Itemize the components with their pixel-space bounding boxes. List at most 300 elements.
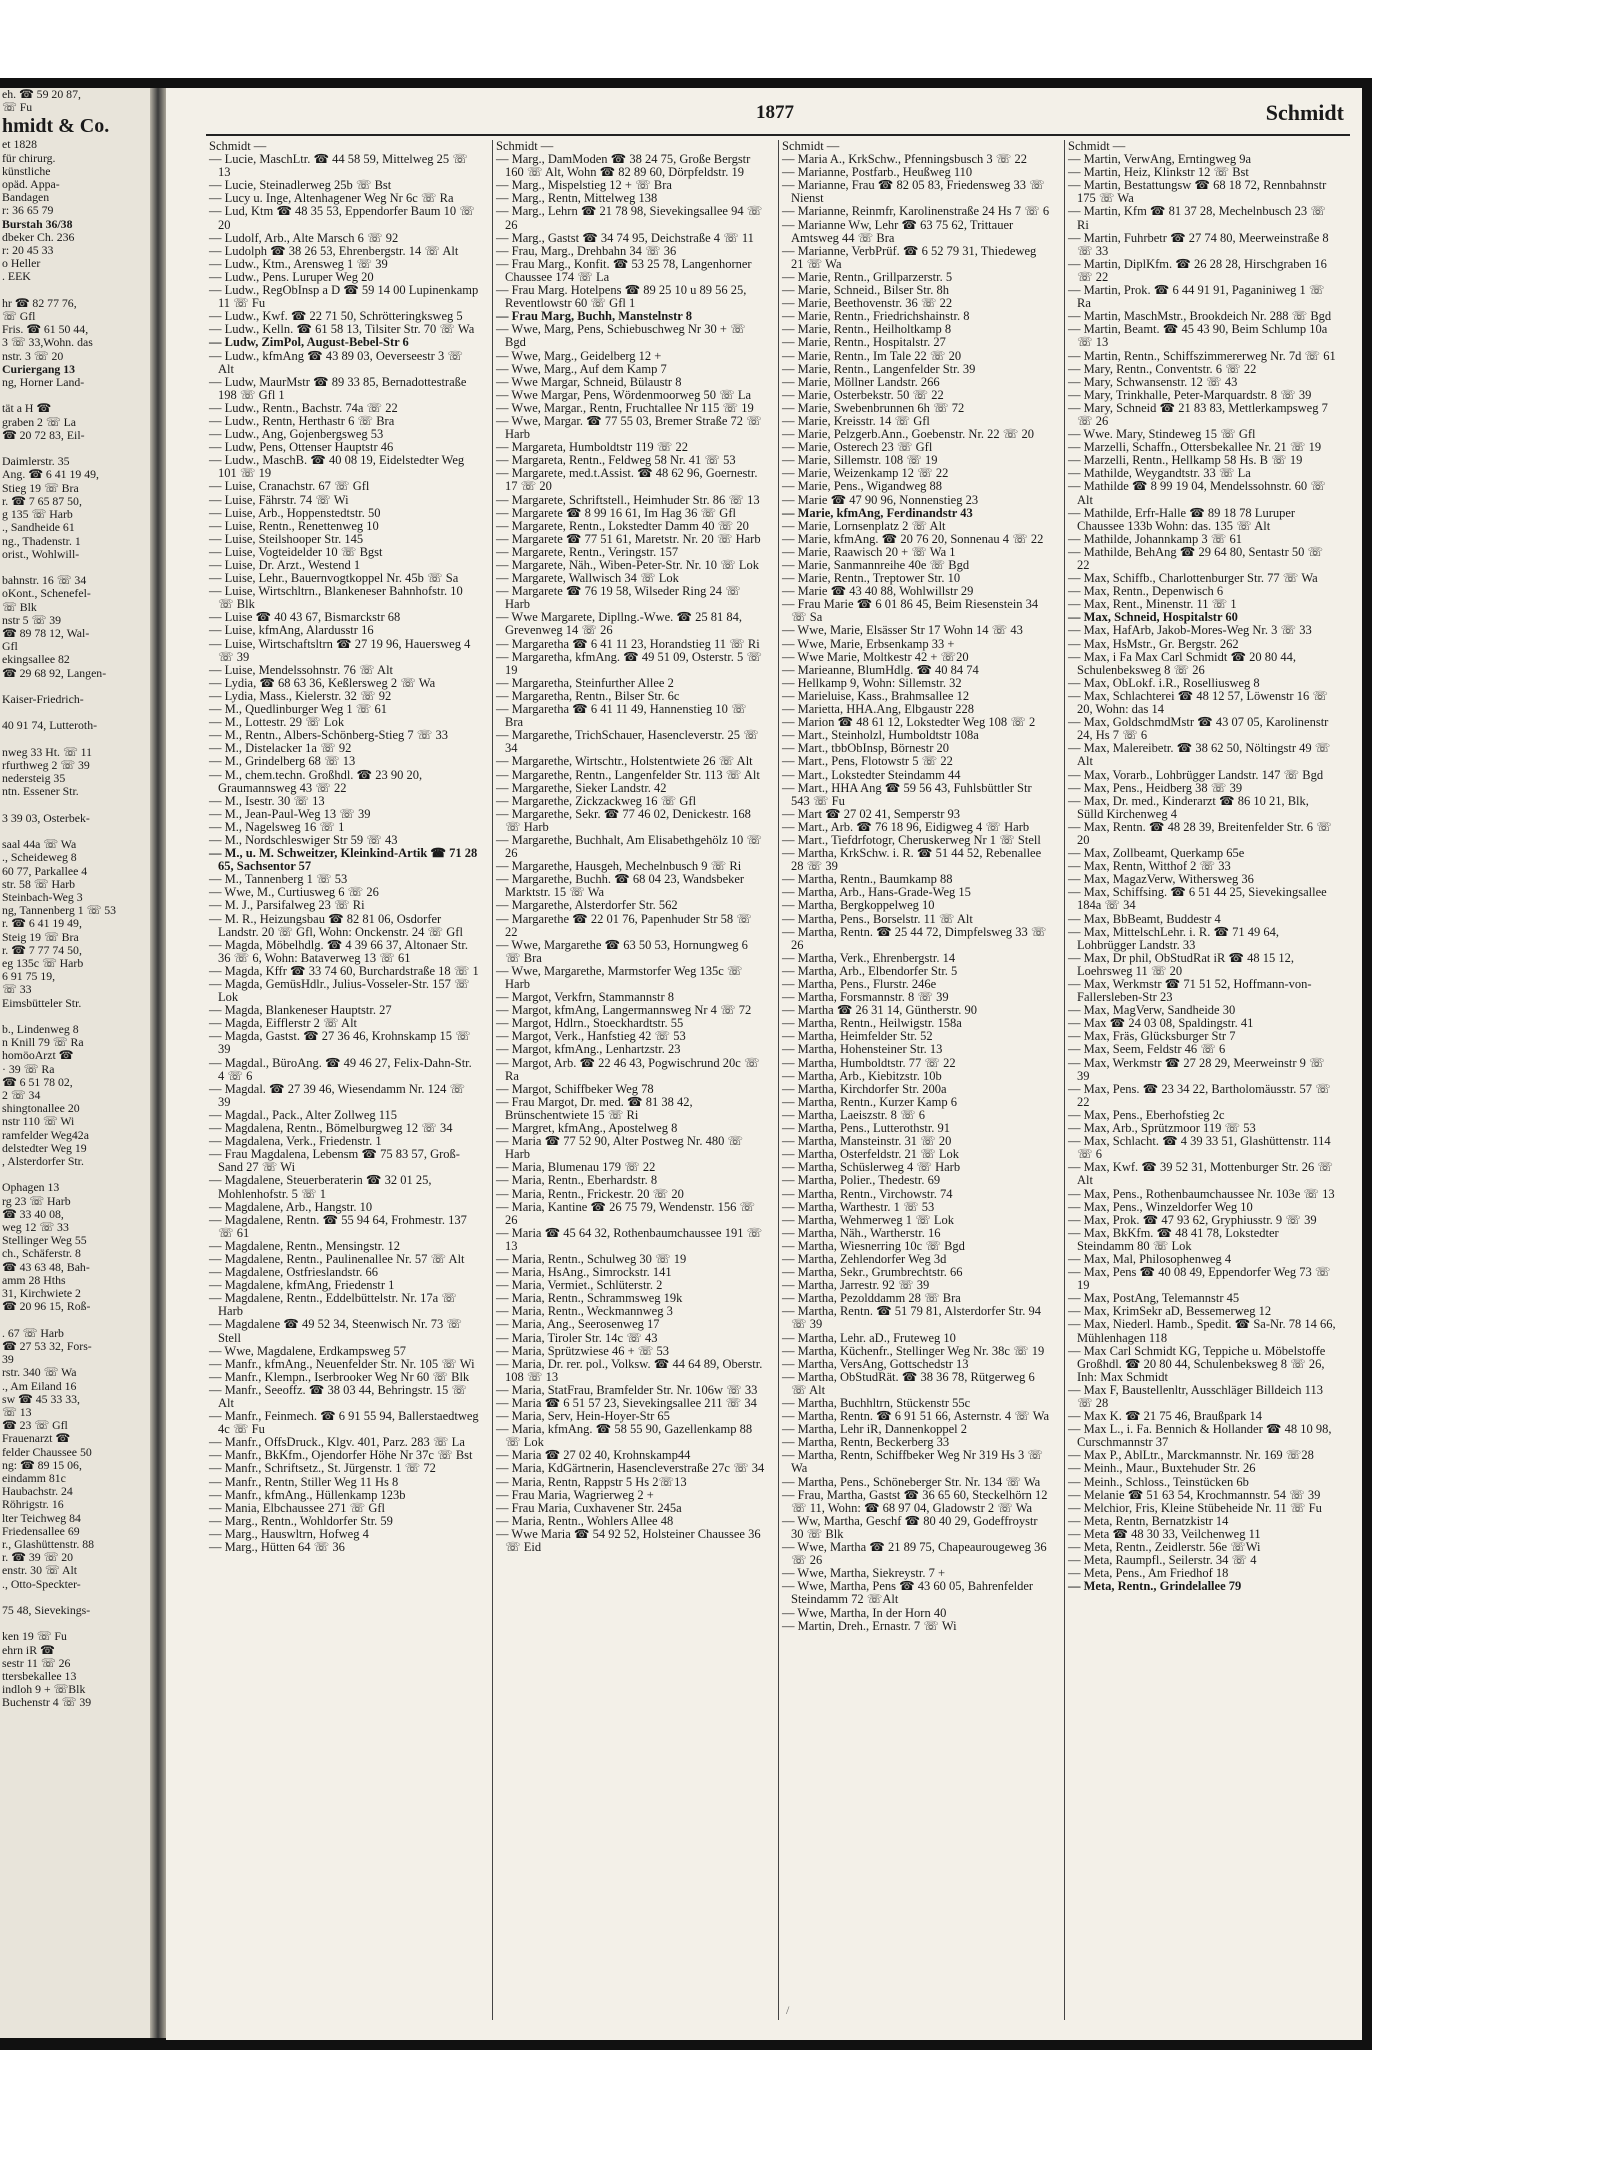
directory-entry: — Martin, Heiz, Klinkstr 12 ☏ Bst [1068,166,1337,179]
facing-page-line: ☎ 89 78 12, Wal- [2,625,90,640]
facing-page-line: nstr 110 ☏ Wi [2,1114,75,1129]
facing-page-line: Steinbach-Weg 3 [2,889,83,904]
directory-entry: — Maria, StatFrau, Bramfelder Str. Nr. 106w ☏ 33 [496,1384,765,1397]
directory-entry: — Frau Maria, Wagrierweg 2 + [496,1489,765,1502]
directory-entry: — Wwe, Martha ☎ 21 89 75, Chapeaurougeweg 36 ☏ 26 [782,1541,1051,1567]
directory-entry: — Wwe, Magdalene, Erdkampsweg 57 [209,1345,479,1358]
directory-entry: — Marie, kfmAng. ☎ 20 76 20, Sonnenau 4 ☏ 22 [782,533,1051,546]
directory-entry: — Martha, Rentn., Heilwigstr. 158a [782,1017,1051,1030]
directory-entry: — Manfr., OffsDruck., Klgv. 401, Parz. 283 ☏ La [209,1436,479,1449]
directory-entry: — Max, Zollbeamt, Querkamp 65e [1068,847,1337,860]
directory-entry: — Max, Pens., Heidberg 38 ☏ 39 [1068,782,1337,795]
directory-entry: — Margarethe, Alsterdorfer Str. 562 [496,899,765,912]
directory-entry: — M., Jean-Paul-Weg 13 ☏ 39 [209,808,479,821]
directory-entry: — Margaretha, Steinfurther Allee 2 [496,677,765,690]
directory-entry: — Frau Margot, Dr. med. ☎ 81 38 42, Brünschentwiete 15 ☏ Ri [496,1096,765,1122]
directory-entry: — Manfr., Feinmech. ☎ 6 91 55 94, Ballerstaedtweg 4c ☏ Fu [209,1410,479,1436]
directory-entry: — Max, Rent., Minenstr. 11 ☏ 1 [1068,598,1337,611]
facing-page-line: oKont., Schenefel- [2,586,91,601]
facing-page-line: . EEK [2,269,31,284]
directory-entry: — Mart., Tiefdrfotogr, Cheruskerweg Nr 1 ☏ Stell [782,834,1051,847]
facing-page-line: ., Scheideweg 8 [2,850,77,865]
directory-entry: — Luise, Wirtschaftsltrn ☎ 27 19 96, Hauersweg 4 ☏ 39 [209,638,479,664]
directory-entry: — Meinh., Schloss., Teinstücken 6b [1068,1476,1337,1489]
directory-entry: — Mathilde, Erfr-Halle ☎ 89 18 78 Luruper Chaussee 133b Wohn: das. 135 ☏ Alt [1068,507,1337,533]
facing-page-line: opäd. Appa- [2,177,60,192]
facing-page-line: r. ☎ 39 ☏ 20 [2,1550,74,1565]
directory-entry: — Luise, Rentn., Renettenweg 10 [209,520,479,533]
directory-entry: — Mary, Trinkhalle, Peter-Marquardstr. 8 ☏ 39 [1068,389,1337,402]
directory-entry: — Martha, Lehr. aD., Fruteweg 10 [782,1332,1051,1345]
directory-entry: — Martin, Beamt. ☎ 45 43 90, Beim Schlump 10a ☏ 13 [1068,323,1337,349]
directory-entry: — Max, Pens ☎ 40 08 49, Eppendorfer Weg 73 ☏ 19 [1068,1266,1337,1292]
directory-entry: — Marie, Möllner Landstr. 266 [782,376,1051,389]
directory-entry: — Martha, Rentn, Beckerberg 33 [782,1436,1051,1449]
directory-entry: — Wwe, Marie, Elsässer Str 17 Wohn 14 ☏ 43 [782,624,1051,637]
directory-entry: — Magdalene, Rentn. ☎ 55 94 64, Frohmestr. 137 ☏ 61 [209,1214,479,1240]
facing-page-line [0,1313,150,1326]
facing-page-line: amm 28 Hths [2,1272,66,1287]
directory-entry: — Max, Dr phil, ObStudRat iR ☎ 48 15 12, Loehrsweg 11 ☏ 20 [1068,952,1337,978]
directory-entry: — Maria ☎ 45 64 32, Rothenbaumchaussee 191 ☏ 13 [496,1227,765,1253]
directory-entry: — Marg., Gastst ☎ 34 74 95, Deichstraße 4 ☏ 11 [496,232,765,245]
directory-entry: — Margarethe, TrichSchauer, Hasencleverstr. 25 ☏ 34 [496,729,765,755]
directory-entry: — Max, Malereibetr. ☎ 38 62 50, Nöltingstr 49 ☏ Alt [1068,742,1337,768]
facing-page-line [0,733,150,746]
directory-entry: — Margaretha ☎ 6 41 11 49, Hannenstieg 10 ☏ Bra [496,703,765,729]
directory-entry: — Martin, MaschMstr., Brookdeich Nr. 288 ☏ Bgd [1068,310,1337,323]
directory-entry: — Martha, Polier., Thedestr. 69 [782,1174,1051,1187]
directory-entry: — Hellkamp 9, Wohn: Sillemstr. 32 [782,677,1051,690]
directory-entry: — M., Tannenberg 1 ☏ 53 [209,873,479,886]
directory-entry: — Ludw., Pens. Luruper Weg 20 [209,271,479,284]
directory-entry: — Martha, Wehmerweg 1 ☏ Lok [782,1214,1051,1227]
directory-entry: — Magdalene, Ostfrieslandstr. 66 [209,1266,479,1279]
directory-entry: — Martha, Zehlendorfer Weg 3d [782,1253,1051,1266]
facing-page-line: hmidt & Co. [2,115,110,138]
directory-entry: — Marie, Rentn., Langenfelder Str. 39 [782,363,1051,376]
directory-entry: — Max, Schlachterei ☎ 48 12 57, Löwenstr 16 ☏ 20, Wohn: das 14 [1068,690,1337,716]
directory-entry: — Meinh., Maur., Buxtehuder Str. 26 [1068,1462,1337,1475]
directory-entry: — Martha, KrkSchw. i. R. ☎ 51 44 52, Rebenallee 28 ☏ 39 [782,847,1051,873]
directory-entry: — Max, Arb., Sprützmoor 119 ☏ 53 [1068,1122,1337,1135]
directory-entry: — Martha, Arb., Kiebitzstr. 10b [782,1070,1051,1083]
directory-entry: — Martha, Näh., Wartherstr. 16 [782,1227,1051,1240]
facing-page-line: shingtonallee 20 [2,1101,80,1116]
directory-entry: — Marieanne, BlumHdlg. ☎ 40 84 74 [782,664,1051,677]
directory-entry: — Marie, Pelzgerb.Ann., Goebenstr. Nr. 22 ☏ 20 [782,428,1051,441]
directory-entry: — Manfr., kfmAng., Neuenfelder Str. Nr. 105 ☏ Wi [209,1358,479,1371]
facing-page-line: ☎ 27 53 32, Fors- [2,1338,92,1353]
directory-entry: — Marie, Osterech 23 ☏ Gfl [782,441,1051,454]
facing-page-line: Steig 19 ☏ Bra [2,929,79,944]
facing-page-line: Burstah 36/38 [2,216,73,231]
directory-entry: — Wwe Margar, Pens, Wördenmoorweg 50 ☏ La [496,389,765,402]
column-head: Schmidt — [782,140,840,153]
directory-entry: — Max, BkKfm. ☎ 48 41 78, Lokstedter Steindamm 80 ☏ Lok [1068,1227,1337,1253]
directory-entry: — Wwe, Martha, In der Horn 40 [782,1607,1051,1620]
directory-entry: — Marie, Swebenbrunnen 6h ☏ 72 [782,402,1051,415]
facing-page-line: Stellinger Weg 55 [2,1233,87,1248]
directory-entry: — Manfr., Rentn, Stiller Weg 11 Hs 8 [209,1476,479,1489]
directory-entry: — Maria, Rentn., Weckmannweg 3 [496,1305,765,1318]
directory-entry: — Margarete, Näh., Wiben-Peter-Str. Nr. 10 ☏ Lok [496,559,765,572]
directory-entry: — Marie, Rentn., Hospitalstr. 27 [782,336,1051,349]
facing-page-line: indloh 9 + ☏Blk [2,1682,86,1697]
directory-entry: — Maria, Serv, Hein-Hoyer-Str 65 [496,1410,765,1423]
facing-page-line: ☏ 13 [2,1404,32,1419]
facing-page-line: r. ☎ 7 65 87 50, [2,493,82,508]
directory-entry: — Ludw., Kelln. ☎ 61 58 13, Tilsiter Str. 70 ☏ Wa [209,323,479,336]
directory-entry: — Marg., Hütten 64 ☏ 36 [209,1541,479,1554]
directory-entry: — M., Rentn., Albers-Schönberg-Stieg 7 ☏ 33 [209,729,479,742]
directory-entry: — Maria, kfmAng. ☎ 58 55 90, Gazellenkamp 88 ☏ Lok [496,1423,765,1449]
facing-page-line: r. ☎ 7 77 74 50, [2,942,82,957]
directory-entry: — Maria, Tiroler Str. 14c ☏ 43 [496,1332,765,1345]
directory-entry: — Maria, Dr. rer. pol., Volksw. ☎ 44 64 89, Oberstr. 108 ☏ 13 [496,1358,765,1384]
column-head: Schmidt — [496,140,554,153]
directory-entry: — Martha, Arb., Hans-Grade-Weg 15 [782,886,1051,899]
facing-page-line: nweg 33 Ht. ☏ 11 [2,744,93,759]
facing-page-line: 6 91 75 19, [2,969,56,984]
directory-entry: — Marietta, HHA.Ang, Elbgaustr 228 [782,703,1051,716]
directory-entry: — Max, PostAng, Telemannstr 45 [1068,1292,1337,1305]
directory-entry: — Margarete, Rentn., Lokstedter Damm 40 ☏ 20 [496,520,765,533]
directory-entry: — Martha, Bergkoppelweg 10 [782,899,1051,912]
facing-page-line: Ang. ☎ 6 41 19 49, [2,467,99,482]
directory-entry: — Martin, Rentn., Schiffszimmererweg Nr. 7d ☏ 61 [1068,350,1337,363]
header-rule [206,134,1350,136]
directory-entry: — Max K. ☎ 21 75 46, Braußpark 14 [1068,1410,1337,1423]
facing-page-line: 2 ☏ 34 [2,1088,41,1103]
facing-page-line: Kaiser-Friedrich- [2,691,84,706]
directory-entry: — Margarete, Rentn., Veringstr. 157 [496,546,765,559]
directory-entry: — Margarethe, Buchh. ☎ 68 04 23, Wandsbeker Marktstr. 15 ☏ Wa [496,873,765,899]
directory-entry: — Margot, Arb. ☎ 22 46 43, Pogwischrund 20c ☏ Ra [496,1057,765,1083]
directory-entry: — Ludw, ZimPol, August-Bebel-Str 6 [209,336,479,349]
directory-entry: — Margarethe, Sekr. ☎ 77 46 02, Denickestr. 168 ☏ Harb [496,808,765,834]
directory-entry: — Max, HafArb, Jakob-Mores-Weg Nr. 3 ☏ 33 [1068,624,1337,637]
directory-entry: — Max, MittelschLehr. i. R. ☎ 71 49 64, Lohbrügger Landstr. 33 [1068,926,1337,952]
directory-entry: — Max, i Fa Max Carl Schmidt ☎ 20 80 44, Schulenbeksweg 8 ☏ 26 [1068,651,1337,677]
directory-entry: — Meta, Rentn., Zeidlerstr. 56e ☏Wi [1068,1541,1337,1554]
facing-page-line: ☏ Fu [2,100,33,115]
directory-entry: — Margarete ☎ 77 51 61, Maretstr. Nr. 20 ☏ Harb [496,533,765,546]
directory-entry: — Margarete ☎ 8 99 16 61, Im Hag 36 ☏ Gfl [496,507,765,520]
facing-page-line: sw ☎ 45 33 33, [2,1391,80,1406]
directory-entry: — Mathilde, BehAng ☎ 29 64 80, Sentastr 50 ☏ 22 [1068,546,1337,572]
facing-page-line: 31, Kirchwiete 2 [2,1286,81,1301]
facing-page-line [0,799,150,812]
directory-entry: — Luise, kfmAng, Alardusstr 16 [209,624,479,637]
directory-entry: — Marie, Rentn., Grillparzerstr. 5 [782,271,1051,284]
directory-entry: — Frau Marie ☎ 6 01 86 45, Beim Riesenstein 34 ☏ Sa [782,598,1051,624]
directory-entry: — Max, Dr. med., Kinderarzt ☎ 86 10 21, Blk, Sülld Kirchenweg 4 [1068,795,1337,821]
directory-entry: — Max, Niederl. Hamb., Spedit. ☎ Sa-Nr. 78 14 66, Mühlenhagen 118 [1068,1318,1337,1344]
directory-entry: — Marianne, Postfarb., Heußweg 110 [782,166,1051,179]
directory-entry: — Martha, Kirchdorfer Str. 200a [782,1083,1051,1096]
directory-entry: — Martha, Buchhltrn, Stückenstr 55c [782,1397,1051,1410]
directory-entry: — Magdalene, kfmAng, Friedenstr 1 [209,1279,479,1292]
directory-entry: — Meta, Raumpfl., Seilerstr. 34 ☏ 4 [1068,1554,1337,1567]
directory-entry: — Lucie, Steinadlerweg 25b ☏ Bst [209,179,479,192]
facing-page-line: eg 135c ☏ Harb [2,956,84,970]
directory-entry: — Lucy u. Inge, Altenhagener Weg Nr 6c ☏ Ra [209,192,479,205]
facing-page-line: g 135 ☏ Harb [2,507,73,522]
directory-entry: — Martin, VerwAng, Erntingweg 9a [1068,153,1337,166]
directory-entry: — Martha, Rentn, Schiffbeker Weg Nr 319 Hs 3 ☏ Wa [782,1449,1051,1475]
column-1 [206,140,482,2020]
facing-page-line: bahnstr. 16 ☏ 34 [2,573,87,588]
directory-entry: — Maria, Rentn, Rappstr 5 Hs 2☏13 [496,1476,765,1489]
directory-entry: — Max ☎ 24 03 08, Spaldingstr. 41 [1068,1017,1337,1030]
directory-entry: — Ludw, Pens, Ottenser Hauptstr 46 [209,441,479,454]
directory-entry: — Margarethe, Hausgeh, Mechelnbusch 9 ☏ Ri [496,860,765,873]
directory-entry: — Mary, Schwansenstr. 12 ☏ 43 [1068,376,1337,389]
directory-entry: — Maria, Sprützwiese 46 + ☏ 53 [496,1345,765,1358]
directory-entry: — Martha, Rentn., Baumkamp 88 [782,873,1051,886]
book-gutter [150,88,166,2038]
directory-entry: — Martha, ObStudRät. ☎ 38 36 78, Rütgerweg 6 ☏ Alt [782,1371,1051,1397]
directory-entry: — Marie ☎ 47 90 96, Nonnenstieg 23 [782,494,1051,507]
facing-page-line: n Knill 79 ☏ Ra [2,1035,84,1050]
directory-entry: — Max, HsMstr., Gr. Bergstr. 262 [1068,638,1337,651]
directory-entry: — Mart., HHA Ang ☎ 59 56 43, Fuhlsbüttler Str 543 ☏ Fu [782,782,1051,808]
facing-page-line: o Heller [2,256,41,271]
directory-entry: — Luise, Fährstr. 74 ☏ Wi [209,494,479,507]
facing-page-line: 75 48, Sievekings- [2,1602,91,1617]
directory-entry: — Marie, Beethovenstr. 36 ☏ 22 [782,297,1051,310]
directory-entry: — Margarete, med.t.Assist. ☎ 48 62 96, Goernestr. 17 ☏ 20 [496,467,765,493]
directory-entry: — Maria ☎ 27 02 40, Krohnskamp44 [496,1449,765,1462]
directory-entry: — Magdal. ☎ 27 39 46, Wiesendamm Nr. 124 ☏ 39 [209,1083,479,1109]
directory-entry: — Ludw., Rentn., Bachstr. 74a ☏ 22 [209,402,479,415]
directory-entry: — Max, Werkmstr ☎ 71 51 52, Hoffmann-von-Fallersleben-Str 23 [1068,978,1337,1004]
facing-page-line: ☎ 20 72 83, Eil- [2,427,85,442]
column-head: Schmidt — [209,140,267,153]
facing-page-line: ☏ Blk [2,599,37,614]
directory-entry: — Marie, kfmAng, Ferdinandstr 43 [782,507,1051,520]
directory-entry: — Martin, DiplKfm. ☎ 26 28 28, Hirschgraben 16 ☏ 22 [1068,258,1337,284]
directory-entry: — Max, GoldschmdMstr ☎ 43 07 05, Karolinenstr 24, Hs 7 ☏ 6 [1068,716,1337,742]
directory-entry: — Mary, Rentn., Conventstr. 6 ☏ 22 [1068,363,1337,376]
facing-page-line: eindamm 81c [2,1470,66,1485]
directory-entry: — Magda, Blankeneser Hauptstr. 27 [209,1004,479,1017]
directory-entry: — Max, Schlacht. ☎ 4 39 33 51, Glashüttenstr. 114 ☏ 6 [1068,1135,1337,1161]
directory-entry: — Luise, Wirtschltrn., Blankeneser Bahnhofstr. 10 ☏ Blk [209,585,479,611]
directory-entry: — Wwe, Marie, Erbsenkamp 33 + [782,638,1051,651]
directory-entry: — Martha, Forsmannstr. 8 ☏ 39 [782,991,1051,1004]
facing-page-line: für chirurg. [2,150,56,165]
directory-entry: — Martin, Kfm ☎ 81 37 28, Mechelnbusch 23 ☏ Ri [1068,205,1337,231]
directory-entry: — Marg., DamModen ☎ 38 24 75, Große Bergstr 160 ☏ Alt, Wohn ☎ 82 89 60, Dörpfeldstr. 19 [496,153,765,179]
directory-entry: — Mathilde, Weygandtstr. 33 ☏ La [1068,467,1337,480]
directory-entry: — Marianne, Reinmfr, Karolinenstraße 24 Hs 7 ☏ 6 [782,205,1051,218]
facing-page-line: ☎ 6 51 78 02, [2,1074,73,1089]
directory-entry: — Luise, Mendelssohnstr. 76 ☏ Alt [209,664,479,677]
directory-entry: — Mart., Steinholzl, Humboldtstr 108a [782,729,1051,742]
directory-entry: — Martha ☎ 26 31 14, Güntherstr. 90 [782,1004,1051,1017]
directory-entry: — Marie, Raawisch 20 + ☏ Wa 1 [782,546,1051,559]
directory-entry: — Marzelli, Schaffn., Ottersbekallee Nr. 21 ☏ 19 [1068,441,1337,454]
directory-entry: — Max P., AblLtr., Marckmannstr. Nr. 169 ☏28 [1068,1449,1337,1462]
directory-entry: — Marieluise, Kass., Brahmsallee 12 [782,690,1051,703]
directory-entry: — Ww, Martha, Geschf ☎ 80 40 29, Godeffroystr 30 ☏ Blk [782,1515,1051,1541]
directory-entry: — Margot, Verkfrn, Stammannstr 8 [496,991,765,1004]
directory-entry: — Luise, Vogteidelder 10 ☏ Bgst [209,546,479,559]
facing-page-line: ☎ 33 40 08, [2,1206,64,1221]
directory-entry: — Magda, GemüsHdlr., Julius-Vosseler-Str. 157 ☏ Lok [209,978,479,1004]
directory-entry: — Marg., Hauswltrn, Hofweg 4 [209,1528,479,1541]
directory-entry: — Margarete ☎ 76 19 58, Wilseder Ring 24 ☏ Harb [496,585,765,611]
directory-entry: — Maria A., KrkSchw., Pfenningsbusch 3 ☏ 22 [782,153,1051,166]
facing-page-line: r: 20 45 33 [2,243,54,258]
directory-entry: — Frau Marg, Buchh, Manstelnstr 8 [496,310,765,323]
directory-entry: — Margaretha, Rentn., Bilser Str. 6c [496,690,765,703]
directory-entry: — Maria, Rentn., Schrammsweg 19k [496,1292,765,1305]
directory-entry: — Frau Magdalena, Lebensm ☎ 75 83 57, Groß-Sand 27 ☏ Wi [209,1148,479,1174]
directory-entry: — Mart., Lokstedter Steindamm 44 [782,769,1051,782]
directory-entry: — Max F, Baustellenltr, Ausschläger Billdeich 113 ☏ 28 [1068,1384,1337,1410]
directory-entry: — Martha, Hohensteiner Str. 13 [782,1043,1051,1056]
directory-entry: — Frau Maria, Cuxhavener Str. 245a [496,1502,765,1515]
facing-page-line: et 1828 [2,137,38,152]
directory-entry: — Maria, Kantine ☎ 26 75 79, Wendenstr. 156 ☏ 26 [496,1201,765,1227]
directory-entry: — Wwe Margar, Schneid, Bülaustr 8 [496,376,765,389]
directory-entry: — Wwe Maria ☎ 54 92 52, Holsteiner Chaussee 36 ☏ Eid [496,1528,765,1554]
facing-page-line: ekingsallee 82 [2,652,70,667]
facing-page-line: felder Chaussee 50 [2,1444,92,1459]
directory-entry: — Magdalene, Rentn., Paulinenallee Nr. 57 ☏ Alt [209,1253,479,1266]
directory-entry: — Max Carl Schmidt KG, Teppiche u. Möbelstoffe Großhdl. ☎ 20 80 44, Schulenbeksweg 8 ☏ 26, Inh: Max Schmidt [1068,1345,1337,1384]
directory-entry: — Marie ☎ 43 40 88, Wohlwillstr 29 [782,585,1051,598]
directory-entry: — Margareta, Rentn., Feldweg 58 Nr. 41 ☏ 53 [496,454,765,467]
directory-entry: — Mart., Pens, Flotowstr 5 ☏ 22 [782,755,1051,768]
directory-entry: — Max, KrimSekr aD, Bessemerweg 12 [1068,1305,1337,1318]
directory-entry: — Maria, Rentn., Schulweg 30 ☏ 19 [496,1253,765,1266]
facing-page-line: ☎ 29 68 92, Langen- [2,665,107,680]
directory-entry: — Max, Pens., Eberhofstieg 2c [1068,1109,1337,1122]
directory-entry: — Martha, Verk., Ehrenbergstr. 14 [782,952,1051,965]
directory-entry: — Martha, Jarrestr. 92 ☏ 39 [782,1279,1051,1292]
facing-page-line [0,284,150,297]
directory-entry: — Wwe, Margarethe ☎ 63 50 53, Hornungweg 6 ☏ Bra [496,939,765,965]
directory-entry: — Margot, kfmAng, Langermannsweg Nr 4 ☏ 72 [496,1004,765,1017]
directory-entry: — M. J., Parsifalweg 23 ☏ Ri [209,899,479,912]
facing-page-line: . 67 ☏ Harb [2,1325,64,1340]
directory-entry: — Martin, Bestattungsw ☎ 68 18 72, Rennbahnstr 175 ☏ Wa [1068,179,1337,205]
directory-entry: — Martin, Prok. ☎ 6 44 91 91, Paganiniweg 1 ☏ Ra [1068,284,1337,310]
directory-entry: — Manfr., Klempn., Iserbrooker Weg Nr 60 ☏ Blk [209,1371,479,1384]
directory-entry: — Martha, Pens., Flurstr. 246e [782,978,1051,991]
directory-entry: — Max, Pens., Rothenbaumchaussee Nr. 103e ☏ 13 [1068,1188,1337,1201]
directory-entry: — Marie, Osterbekstr. 50 ☏ 22 [782,389,1051,402]
directory-entry: — Maria, Rentn., Frickestr. 20 ☏ 20 [496,1188,765,1201]
directory-entry: — Margot, Verk., Hanfstieg 42 ☏ 53 [496,1030,765,1043]
directory-entry: — Ludolf, Arb., Alte Marsch 6 ☏ 92 [209,232,479,245]
directory-entry: — Marg., Mispelstieg 12 + ☏ Bra [496,179,765,192]
directory-entry: — Mart., tbbObInsp, Börnestr 20 [782,742,1051,755]
page-number: 1877 [756,102,794,123]
facing-page-line: sestr 11 ☏ 26 [2,1655,71,1670]
facing-page-line: ☎ 43 63 48, Bah- [2,1259,90,1274]
directory-entry: — Martin, Fuhrbetr ☎ 27 74 80, Meerweinstraße 8 ☏ 33 [1068,232,1337,258]
directory-entry: — Ludolph ☎ 38 26 53, Ehrenbergstr. 14 ☏ Alt [209,245,479,258]
directory-entry: — M., u. M. Schweitzer, Kleinkind-Artik ☎ 71 28 65, Sachsentor 57 [209,847,479,873]
directory-entry: — Magda, Gastst. ☎ 27 36 46, Krohnskamp 15 ☏ 39 [209,1030,479,1056]
directory-entry: — Marie, Weizenkamp 12 ☏ 22 [782,467,1051,480]
facing-page-line: ntn. Essener Str. [2,784,79,799]
directory-entry: — Margot, Hdlrn., Stoeckhardtstr. 55 [496,1017,765,1030]
facing-page-line: rfurthweg 2 ☏ 39 [2,757,90,772]
directory-entry: — Luise, Dr. Arzt., Westend 1 [209,559,479,572]
facing-page-line: lter Teichweg 84 [2,1510,81,1525]
directory-entry: — Wwe, M., Curtiusweg 6 ☏ 26 [209,886,479,899]
column-2 [492,140,768,2020]
facing-page-line: ☏ Gfl [2,309,36,324]
directory-entry: — Ludw., Rentn, Herthastr 6 ☏ Bra [209,415,479,428]
directory-entry: — Wwe. Mary, Stindeweg 15 ☏ Gfl [1068,428,1337,441]
directory-entry: — Marie, Kreisstr. 14 ☏ Gfl [782,415,1051,428]
directory-entry: — Marzelli, Rentn., Hellkamp 58 Hs. B ☏ 19 [1068,454,1337,467]
facing-page-line: 3 ☏ 33,Wohn. das [2,335,93,350]
directory-entry: — Marie, Rentn., Friedrichshainstr. 8 [782,310,1051,323]
facing-page-line: Röhrigstr. 16 [2,1497,64,1512]
directory-entry: — Wwe Margarete, Dipllng.-Wwe. ☎ 25 81 84, Grevenweg 14 ☏ 26 [496,611,765,637]
directory-entry: — Marie, Rentn., Heilholtkamp 8 [782,323,1051,336]
directory-entry: — Marion ☎ 48 61 12, Lokstedter Weg 108 ☏ 2 [782,716,1051,729]
directory-entry: — Max, Werkmstr ☎ 27 28 29, Meerweinstr 9 ☏ 39 [1068,1057,1337,1083]
directory-entry: — Mathilde, Johannkamp 3 ☏ 61 [1068,533,1337,546]
directory-entry: — Margot, kfmAng., Lenhartzstr. 23 [496,1043,765,1056]
facing-page-line: orist., Wohlwill- [2,546,80,561]
facing-page-line [0,680,150,693]
directory-entry: — M., Isestr. 30 ☏ 13 [209,795,479,808]
directory-entry: — Martha, Heimfelder Str. 52 [782,1030,1051,1043]
directory-entry: — Frau Marg. Hotelpens ☎ 89 25 10 u 89 56 25, Reventlowstr 60 ☏ Gfl 1 [496,284,765,310]
directory-entry: — Marie, Lornsenplatz 2 ☏ Alt [782,520,1051,533]
directory-entry: — Magdalene, Rentn., Mensingstr. 12 [209,1240,479,1253]
directory-entry: — Margarethe, Zickzackweg 16 ☏ Gfl [496,795,765,808]
directory-entry: — Magdalene ☎ 49 52 34, Steenwisch Nr. 73 ☏ Stell [209,1318,479,1344]
facing-page-line: Frauenarzt ☎ [2,1431,71,1446]
directory-entry: — Meta ☎ 48 30 33, Veilchenweg 11 [1068,1528,1337,1541]
directory-entry: — Max, Pens., Winzeldorfer Weg 10 [1068,1201,1337,1214]
directory-entry: — Max, Rentn. ☎ 48 28 39, Breitenfelder Str. 6 ☏ 20 [1068,821,1337,847]
facing-page-fragment [0,88,151,2038]
directory-entry: — Manfr., Schriftsetz., St. Jürgenstr. 1 ☏ 72 [209,1462,479,1475]
directory-entry: — Maria, Blumenau 179 ☏ 22 [496,1161,765,1174]
facing-page-line: r: 36 65 79 [2,203,54,218]
directory-entry: — Martha, Osterfeldstr. 21 ☏ Lok [782,1148,1051,1161]
directory-entry: — Max, BbBeamt, Buddestr 4 [1068,913,1337,926]
facing-page-line: ☎ 23 ☏ Gfl [2,1418,68,1433]
directory-entry: — Ludw., Ktm., Arensweg 1 ☏ 39 [209,258,479,271]
facing-page-line: Ophagen 13 [2,1180,60,1195]
facing-page-line: weg 12 ☏ 33 [2,1220,69,1235]
directory-entry: — Meta, Rentn., Grindelallee 79 [1068,1580,1337,1593]
facing-page-line: , Alsterdorfer Str. [2,1154,84,1169]
directory-entry: — Max, MagazVerw, Withersweg 36 [1068,873,1337,886]
facing-page-line: hr ☎ 82 77 76, [2,295,77,310]
directory-entry: — Meta, Rentn, Bernatzkistr 14 [1068,1515,1337,1528]
directory-entry: — Manfr., Seeoffz. ☎ 38 03 44, Behringstr. 15 ☏ Alt [209,1384,479,1410]
directory-entry: — Meta, Pens., Am Friedhof 18 [1068,1567,1337,1580]
directory-entry: — Lud, Ktm ☎ 48 35 53, Eppendorfer Baum 10 ☏ 20 [209,205,479,231]
facing-page-line: ng: ☎ 89 15 06, [2,1457,82,1472]
facing-page-line: r. ☎ 6 41 19 49, [2,916,82,931]
directory-entry: — Martha, Warthestr. 1 ☏ 53 [782,1201,1051,1214]
